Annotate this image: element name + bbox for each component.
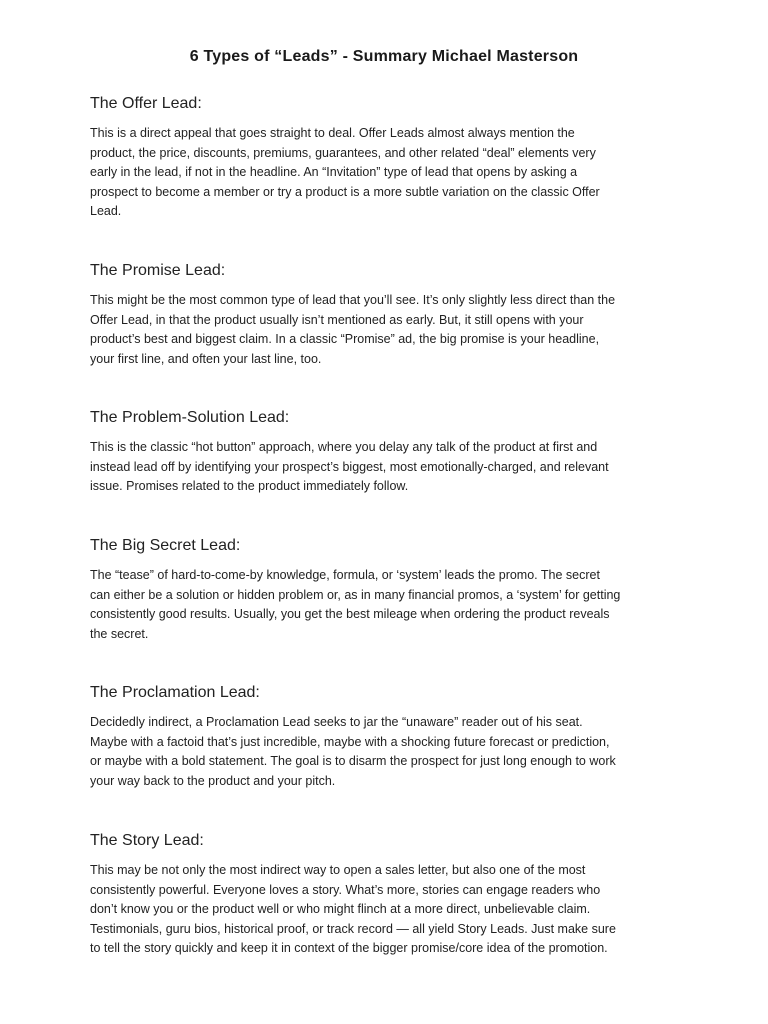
section-body: Decidedly indirect, a Proclamation Lead seeks to jar the “unaware” reader out of his seat. Maybe with a factoid that’s just incredible, maybe with a shocking future forecast or prediction, or maybe with a bold statement. The goal is to disarm the prospect for just long enough to work your way back to the product and your pitch. xyxy=(90,715,616,788)
section-body: This is a direct appeal that goes straight to deal. Offer Leads almost always mention the product, the price, discounts, premiums, guarantees, and other related “deal” elements very early in the lead, if not in the headline. An “Invitation” type of lead that opens by asking a prospect to become a member or try a product is a more subtle variation on the classic Offer Lead. xyxy=(90,126,600,218)
section-body: This is the classic “hot button” approach, where you delay any talk of the product at first and instead lead off by identifying your prospect’s biggest, most emotionally-charged, and relevant issue. Promises related to the product immediately follow. xyxy=(90,440,609,493)
section-offer-lead xyxy=(90,94,690,222)
section-promise-lead xyxy=(90,261,690,369)
section-story-lead xyxy=(90,831,690,959)
section-heading: The Promise Lead: xyxy=(90,262,226,279)
section-body: The “tease” of hard-to-come-by knowledge, formula, or ‘system’ leads the promo. The secret can either be a solution or hidden problem or, as in many financial promos, a ‘system’ for getting consistently good results. Usually, you get the best mileage when ordering the product reveals the secret. xyxy=(90,568,621,641)
document-title: 6 Types of “Leads” - Summary Michael Masterson xyxy=(189,48,579,65)
section-body: This might be the most common type of lead that you’ll see. It’s only slightly less direct than the Offer Lead, in that the product usually isn’t mentioned as early. But, it still opens with your product’s best and biggest claim. In a classic “Promise” ad, the big promise is your headline, your first line, and often your last line, too. xyxy=(90,293,616,366)
section-proclamation-lead xyxy=(90,683,690,791)
section-body: This may be not only the most indirect way to open a sales letter, but also one of the most consistently powerful. Everyone loves a story. What’s more, stories can engage readers who don’t know you or the product well or who might flinch at a more direct, unbelievable claim. Testimonials, guru bios, historical proof, or track record — all yield Story Leads. Just make sure to tell the story quickly and keep it in context of the bigger promise/core idea of the promotion. xyxy=(90,863,616,955)
section-heading: The Offer Lead: xyxy=(90,95,202,112)
section-heading: The Problem-Solution Lead: xyxy=(90,409,290,426)
section-heading: The Big Secret Lead: xyxy=(90,537,241,554)
section-problem-solution-lead xyxy=(90,408,690,497)
section-big-secret-lead xyxy=(90,536,690,644)
section-heading: The Story Lead: xyxy=(90,832,204,849)
section-heading: The Proclamation Lead: xyxy=(90,684,260,701)
